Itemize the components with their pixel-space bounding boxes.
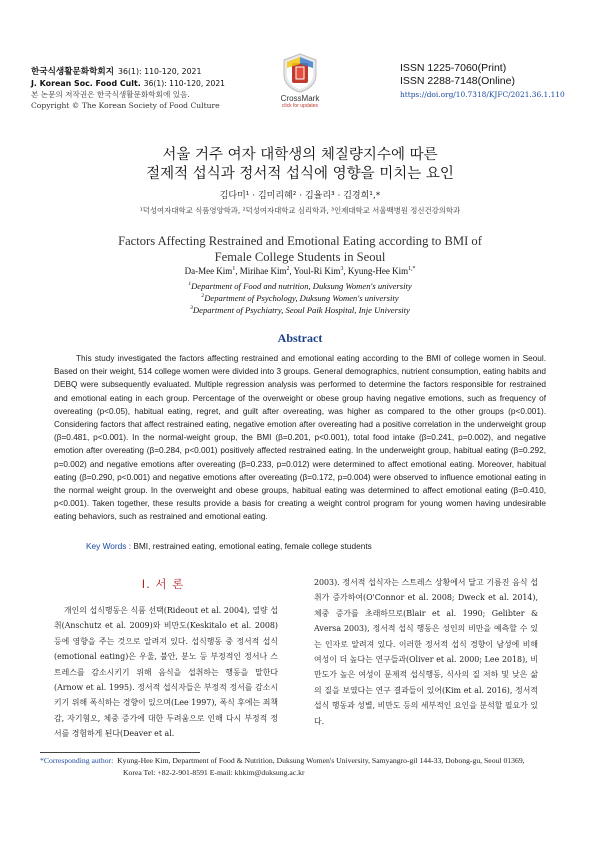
affiliations-kr: ¹덕성여자대학교 식품영양학과, ²덕성여자대학교 심리학과, ³인제대학교 서울백병원 정신건강의학과 xyxy=(139,206,461,215)
doi-link[interactable]: https://doi.org/10.7318/KJFC/2021.36.1.110 xyxy=(400,90,565,99)
affiliation-en xyxy=(0,293,600,304)
author-name: Kyung-Hee Kim xyxy=(347,266,409,276)
author-name: Da-Mee Kim xyxy=(184,266,233,276)
journal-volume-kr: 36(1): 110-120, 2021 xyxy=(118,67,202,76)
affiliation-text: Department of Psychology, Duksung Women's university xyxy=(204,293,399,303)
title-en-line2: Female College Students in Seoul xyxy=(214,250,386,264)
issn-online: ISSN 2288-7148(Online) xyxy=(400,75,515,87)
crossmark-icon xyxy=(281,53,319,93)
affiliation-sup: 1 xyxy=(188,281,192,288)
author-name: Youl-Ri Kim xyxy=(293,266,341,276)
author-sup: 2 xyxy=(286,266,290,272)
issn-print: ISSN 1225-7060(Print) xyxy=(400,62,507,74)
keywords-label: Key Words : xyxy=(86,541,132,551)
crossmark-badge[interactable] xyxy=(270,53,330,120)
issn-block xyxy=(400,62,565,101)
affiliation-en xyxy=(0,281,600,292)
journal-header xyxy=(31,66,311,111)
footnote-label: *Corresponding author: xyxy=(40,756,114,765)
intro-column-left: 개인의 섭식행동은 식품 선택(Rideout et al. 2004), 열량 섭취(Anschutz et al. 2009)와 비만도(Keskitalo et al. 2008) 등에 영향을 주는 것으로 알려져 있다. 섭식행동 중 정서적 섭식(emotional eating)은 우울, 불안, 분노 등 부정적인 정서나 스트레스를 감소시키기 위해 음식을 섭취하는 행동을 말한다(Arnow et al. 1995). 정서적 섭식자들은 부정적 정서를 감소시키기 위해 폭식하는 경향이 있으며(Lee 1997), 폭식 후에는 죄책감, 자기혐오, 체중 증가에 대한 두려움으로 인해 다시 부정적 정서를 경험하게 된다(Deaver et al. xyxy=(54,606,278,739)
copyright-en: Copyright © The Korean Society of Food Culture xyxy=(31,101,220,110)
footnote-line2: Korea Tel: +82-2-901-8591 E-mail: khkim@duksung.ac.kr xyxy=(123,768,305,777)
authors-kr: 김다미¹ · 김미리혜² · 김율리³ · 김경희¹,* xyxy=(219,191,381,201)
copyright-kr: 본 논문의 저작권은 한국식생활문화학회에 있음. xyxy=(31,90,190,99)
title-kr-line2: 절제적 섭식과 정서적 섭식에 영향을 미치는 요인 xyxy=(146,166,454,182)
title-kr-line1: 서울 거주 여자 대학생의 체질량지수에 따른 xyxy=(162,147,438,163)
journal-name-en: J. Korean Soc. Food Cult. xyxy=(31,79,141,88)
abstract-body: This study investigated the factors affecting restrained and emotional eating according to the BMI of college women in Seoul. Based on their weight, 514 college women were divided into 3 groups. General demographics, nutrient consumption, eating habits and DEBQ were subsequently evaluated. Multiple regression analysis was performed to determine the factors responsible for restrained and emotional eating in each group. Percentage of the overweight or obese group having negative emotions, such as frequency of overeating (p<0.05), habitual eating, regret, and guilt after overeating, was higher as compared to the other groups (p<0.001). Considering factors that affect restrained eating, negative emotion after overeating had a positive correlation in the underweight group (β=0.481, p<0.001). In the normal-weight group, the BMI (β=0.201, p<0.001), total food intake (β=0.241, p=0.002), and negative emotion after overeating (β=0.284, p<0.001) positively affected restrained eating. In the underweight group, habitual eating (β=0.292, p=0.002) and negative emotions after overeating (β=0.233, p=0.012) were determined to affect emotional eating. Moreover, habitual eating (β=0.290, p<0.001) and negative emotions after overeating (β=0.172, p=0.004) were observed to influence emotional eating in the normal weight group. In the overweight and obese groups, habitual eating was determined to affect emotional eating (β=0.410, p<0.001). Taken together, these results provide a basis for creating a weight control program for young women having undesirable eating behaviors, such as restrained and emotional eating. xyxy=(54,354,546,522)
section-heading-introduction: I. 서 론 xyxy=(141,577,185,591)
keywords-line xyxy=(86,541,372,551)
affiliation-text: Department of Food and nutrition, Duksung Women's university xyxy=(191,281,412,291)
footnote-line1: Kyung-Hee Kim, Department of Food & Nutrition, Duksung Women's University, Samyangro-gil 144-33, Dobong-gu, Seoul 01369, xyxy=(117,756,525,765)
keywords-text: BMI, restrained eating, emotional eating, female college students xyxy=(133,541,372,551)
abstract-heading: Abstract xyxy=(277,331,323,345)
corresponding-author-footnote xyxy=(40,755,560,779)
journal-name-kr: 한국식생활문화학회지 xyxy=(31,67,115,77)
affiliation-sup: 2 xyxy=(201,293,205,300)
author-sup: 1 xyxy=(232,266,236,272)
footnote-divider xyxy=(40,752,200,753)
journal-volume-en: 36(1): 110-120, 2021 xyxy=(143,79,226,88)
author-sup: 3 xyxy=(340,266,344,272)
author-name: Mirihae Kim xyxy=(239,266,287,276)
affiliation-sup: 3 xyxy=(190,305,193,312)
intro-column-right: 2003). 정서적 섭식자는 스트레스 상황에서 달고 기름진 음식 섭취가 증가하여(O'Connor et al. 2008; Dweck et al. 2014), 체중 증가를 초래하므로(Blair et al. 1990; Gelibter & Aversa 2003), 정서적 섭식 행동은 성인의 비만을 예측할 수 있는 인자로 알려져 있다. 이러한 정서적 섭식 경향이 남성에 비해 여성이 더 높다는 연구들과(Oliver et al. 2000; Lee 2018), 비만도가 높은 여성이 문제적 섭식행동, 식사의 질 저하 및 낮은 삶의 질을 보였다는 연구 결과들이 있어(Kim et al. 2016), 정서적 섭식 행동과 성별, 비만도 등의 세부적인 요인을 분석할 필요가 있다. xyxy=(314,578,538,726)
crossmark-sublabel: click for updates xyxy=(281,103,319,109)
title-en-line1: Factors Affecting Restrained and Emotional Eating according to BMI of xyxy=(118,234,482,248)
authors-en: Da-Mee Kim$^1$, Mirihae Kim$^2$, Youl-Ri Kim$^3$, Kyung-Hee Kim$^{1,*}$ xyxy=(184,266,416,276)
crossmark-label: CrossMark xyxy=(280,94,320,103)
affiliation-text: Department of Psychiatry, Seoul Paik Hospital, Inje University xyxy=(192,305,410,315)
affiliation-en xyxy=(0,305,600,316)
author-sup: 1,* xyxy=(408,266,416,272)
